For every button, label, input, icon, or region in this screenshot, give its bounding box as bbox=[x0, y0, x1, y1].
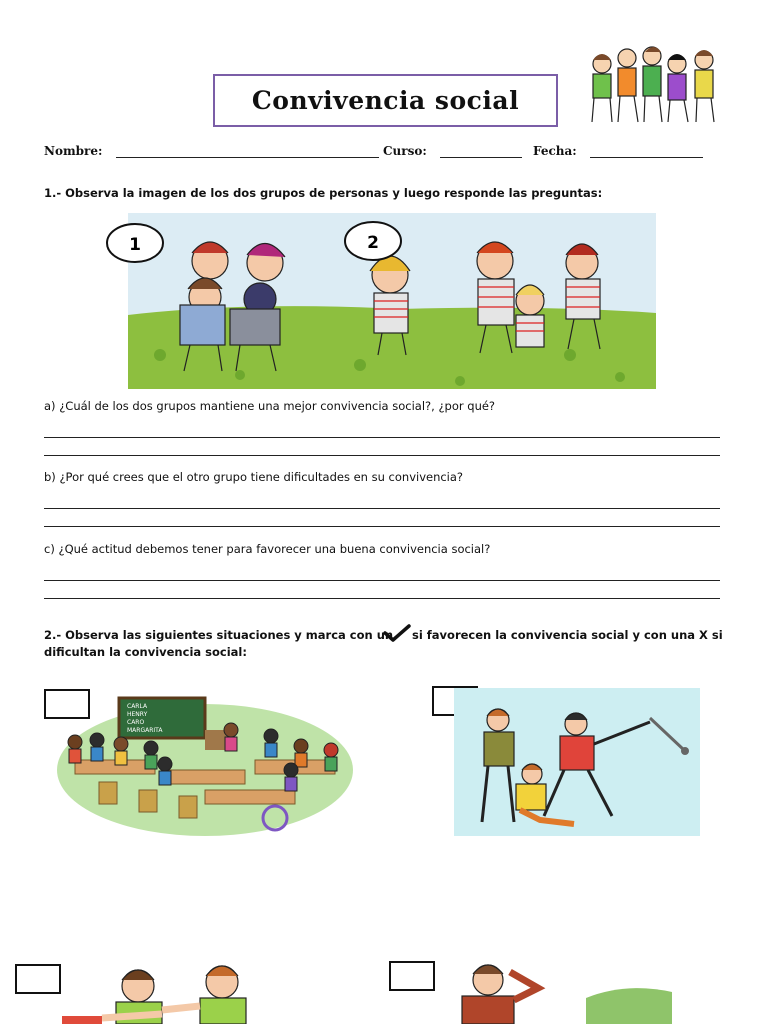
kids-group-illustration bbox=[582, 44, 742, 128]
curso-line[interactable] bbox=[440, 157, 522, 158]
thinking-illustration bbox=[436, 958, 676, 1024]
section2-instruction-part2: si favorecen la convivencia social y con una X si bbox=[412, 628, 723, 642]
group1-label: 1 bbox=[129, 235, 141, 255]
section2-instruction-part1: 2.- Observa las siguientes situaciones y marca con un bbox=[44, 628, 394, 642]
checkmark-icon bbox=[382, 623, 412, 643]
fighting-illustration bbox=[62, 958, 282, 1024]
mark-box-thinking[interactable] bbox=[389, 961, 435, 991]
section2-instruction-line2: dificultan la convivencia social: bbox=[44, 645, 247, 659]
answer-c-line-1[interactable] bbox=[44, 580, 720, 581]
helping-illustration bbox=[454, 688, 700, 836]
classroom-illustration bbox=[55, 690, 353, 838]
question-c: c) ¿Qué actitud debemos tener para favorecer una buena convivencia social? bbox=[44, 542, 491, 556]
fecha-line[interactable] bbox=[590, 157, 703, 158]
mark-box-fighting[interactable] bbox=[15, 964, 61, 994]
section1-instruction: 1.- Observa la imagen de los dos grupos de personas y luego responde las preguntas: bbox=[44, 186, 603, 200]
answer-b-line-2[interactable] bbox=[44, 526, 720, 527]
nombre-line[interactable] bbox=[116, 157, 379, 158]
nombre-label: Nombre: bbox=[44, 144, 103, 158]
question-a: a) ¿Cuál de los dos grupos mantiene una mejor convivencia social?, ¿por qué? bbox=[44, 399, 496, 413]
fecha-label: Fecha: bbox=[533, 144, 577, 158]
answer-c-line-2[interactable] bbox=[44, 598, 720, 599]
svg-text:CARLA: CARLA bbox=[127, 703, 148, 710]
answer-a-line-1[interactable] bbox=[44, 437, 720, 438]
svg-text:CARO: CARO bbox=[127, 719, 145, 726]
answer-b-line-1[interactable] bbox=[44, 508, 720, 509]
question-b: b) ¿Por qué crees que el otro grupo tiene dificultades en su convivencia? bbox=[44, 470, 464, 484]
svg-text:MARGARITA: MARGARITA bbox=[127, 727, 163, 734]
two-groups-illustration bbox=[100, 205, 660, 393]
title-box bbox=[213, 74, 558, 127]
curso-label: Curso: bbox=[383, 144, 427, 158]
answer-a-line-2[interactable] bbox=[44, 455, 720, 456]
svg-text:HENRY: HENRY bbox=[127, 711, 148, 718]
group2-label: 2 bbox=[367, 233, 379, 253]
page-title: Convivencia social bbox=[251, 86, 520, 115]
